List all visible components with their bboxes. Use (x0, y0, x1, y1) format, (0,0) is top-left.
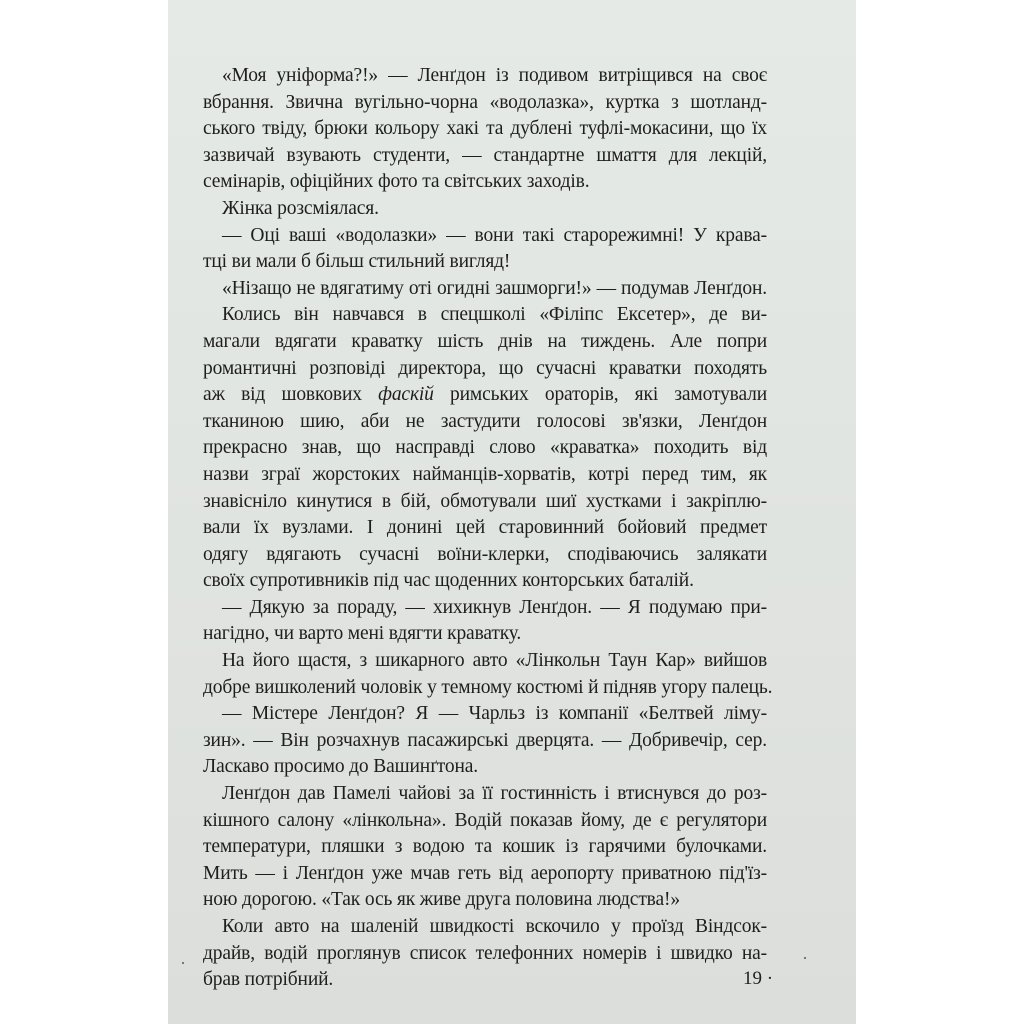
text-line: семінарів, офіційних фото та світських заходів. (203, 171, 590, 193)
text-line: зазвичай взувають студенти, — стандартне шмаття для лекцій, (203, 144, 767, 166)
text-line: На його щастя, з шикарного авто «Лінкольн Таун Кар» вийшов (222, 650, 767, 672)
text-fragment: римських ораторів, які замотували (433, 384, 768, 406)
paper-speck (182, 962, 184, 964)
text-line: Коли авто на шаленій швидкості вскочило у проїзд Віндсок- (222, 916, 767, 937)
text-line: вали їх вузлами. І донині цей старовинний бойовий предмет (203, 517, 767, 539)
text-line: тканиною шию, аби не застудити голосові зв'язки, Ленґдон (203, 410, 767, 432)
text-line: одягу вдягають сучасні воїни-клерки, сподіваючись залякати (203, 543, 767, 565)
text-line: Ленґдон дав Памелі чайові за її гостинність і втиснувся до роз- (222, 783, 767, 805)
text-line: знавісніло кинутися в бій, обмотували шиї хустками і закріплю- (203, 490, 767, 512)
book-page (168, 0, 856, 1024)
page-number: 19 · (743, 968, 774, 989)
text-line: — Дякую за пораду, — хихикнув Ленґдон. — Я подумаю при- (222, 596, 767, 618)
text-line: — Оці ваші «водолазки» — вони такі старорежимні! У крава- (222, 224, 767, 246)
text-line: назви зграї жорстоких найманців-хорватів, котрі перед тим, як (203, 463, 767, 485)
text-line: «Моя уніформа?!» — Ленґдон із подивом витріщився на своє (222, 65, 767, 86)
text-line: — Містере Ленґдон? Я — Чарльз із компанії «Белтвей ліму- (222, 703, 767, 725)
text-line: своїх супротивників під час щоденних конторських баталій. (203, 570, 694, 592)
text-line: вбрання. Звична вугільно-чорна «водолазка», куртка з шотланд- (203, 91, 767, 113)
text-line: кішного салону «лінкольна». Водій показав йому, де є регулятори (203, 809, 767, 831)
text-line: тці ви мали б більш стильний вигляд! (203, 251, 511, 273)
italic-word: фаскій (378, 384, 434, 406)
text-fragment: аж від шовкових (203, 384, 379, 406)
text-line: ною дорогою. «Так ось як живе друга половина людства!» (203, 889, 680, 911)
text-line: температури, пляшки з водою та кошик із гарячими булочками. (203, 836, 767, 858)
text-line: Мить — і Ленґдон уже мчав геть від аеропорту приватною під'їз- (203, 862, 767, 884)
text-line: романтичні розповіді директора, що сучасні краватки походять (203, 357, 767, 379)
page-body-text (203, 63, 773, 994)
text-line: добре вишколений чоловік у темному костюмі й підняв угору палець. (203, 676, 773, 698)
text-line: ського твіду, брюки кольору хакі та дублені туфлі-мокасини, що їх (203, 118, 767, 140)
text-line: магали вдягати краватку шість днів на тиждень. Але попри (203, 330, 767, 352)
text-line: драйв, водій проглянув список телефонних номерів і швидко на- (203, 942, 767, 964)
text-line: нагідно, чи варто мені вдягти краватку. (203, 623, 522, 645)
text-line: «Нізащо не вдягатиму оті огидні зашморги!» — подумав Ленґдон. (222, 277, 767, 299)
text-line: Колись він навчався в спецшколі «Філіпс Ексетер», де ви- (222, 304, 767, 326)
text-line: Жінка розсміялася. (222, 197, 379, 219)
text-line: брав потрібний. (203, 969, 334, 991)
text-line: прекрасно знав, що насправді слово «краватка» походить від (203, 437, 767, 459)
text-line: Ласкаво просимо до Вашинґтона. (203, 756, 478, 778)
text-line: зин». — Він розчахнув пасажирські дверцята. — Добривечір, сер. (203, 729, 767, 751)
paper-speck (804, 957, 806, 959)
text-line (203, 382, 767, 409)
